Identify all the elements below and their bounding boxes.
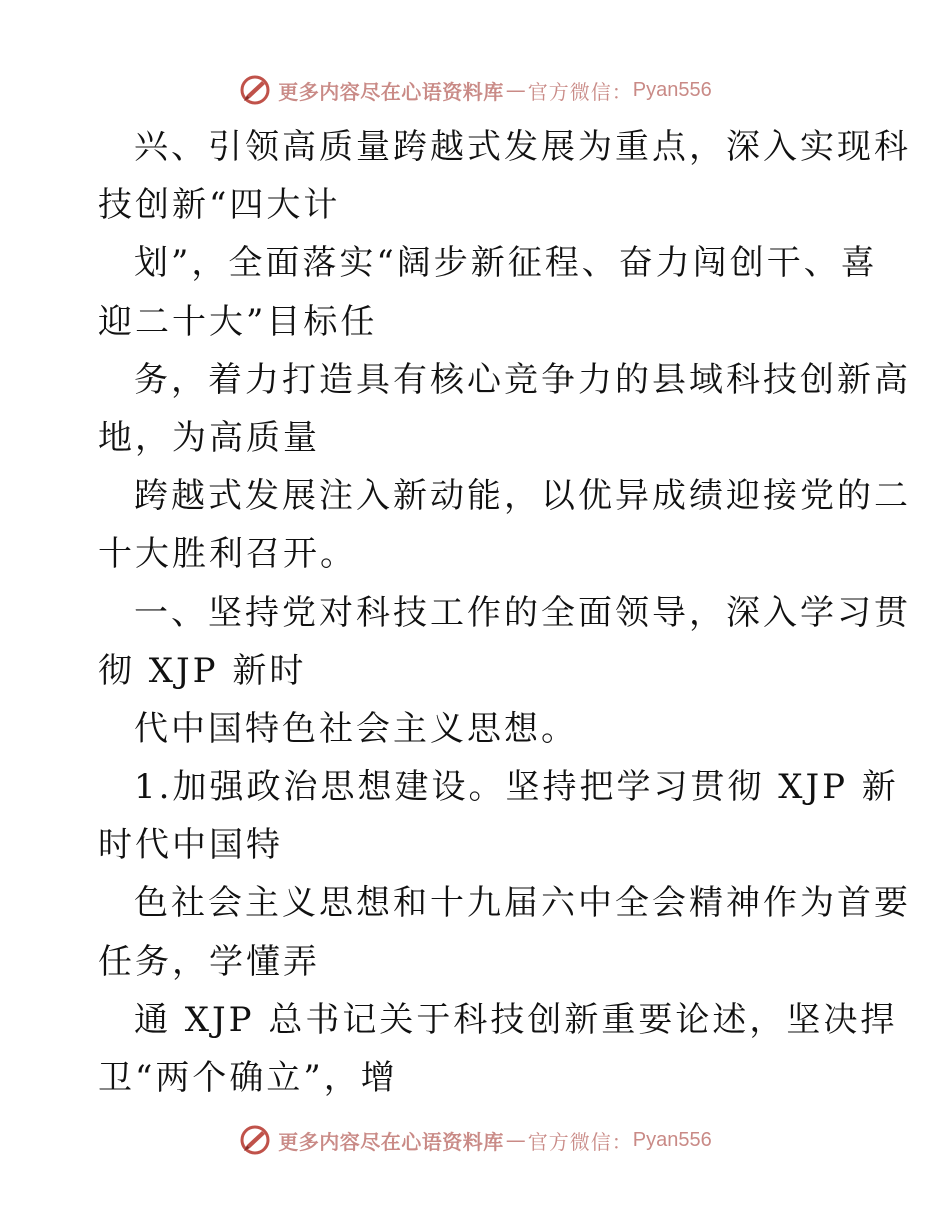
watermark-id: Pyan556 bbox=[632, 1128, 712, 1151]
body-line: 地，为高质量 bbox=[98, 417, 320, 458]
logo-icon bbox=[238, 73, 272, 107]
body-line: 通 XJP 总书记关于科技创新重要论述，坚决捍 bbox=[134, 999, 898, 1040]
body-line: 一、坚持党对科技工作的全面领导，深入学习贯 bbox=[134, 592, 911, 633]
body-line: 十大胜利召开。 bbox=[98, 534, 357, 575]
body-line: 技创新“四大计 bbox=[98, 185, 341, 226]
body-line: 时代中国特 bbox=[98, 825, 283, 866]
watermark-label: 官方微信： bbox=[527, 79, 633, 104]
body-line: 兴、引领高质量跨越式发展为重点，深入实现科 bbox=[134, 127, 911, 167]
logo-icon bbox=[238, 1123, 272, 1157]
watermark-dash: — bbox=[505, 78, 526, 102]
body-line: 迎二十大”目标任 bbox=[98, 301, 378, 342]
body-line: 代中国特色社会主义思想。 bbox=[134, 708, 578, 749]
body-line: 色社会主义思想和十九届六中全会精神作为首要 bbox=[134, 883, 911, 924]
body-line: 任务，学懂弄 bbox=[98, 941, 320, 982]
body-line: 务，着力打造具有核心竞争力的县域科技创新高 bbox=[134, 359, 911, 400]
footer-watermark bbox=[0, 1120, 950, 1160]
watermark-text: 更多内容尽在心语资料库 bbox=[278, 79, 504, 104]
body-line: 卫“两个确立”，增 bbox=[98, 1058, 398, 1098]
watermark-label: 官方微信： bbox=[527, 1129, 633, 1154]
watermark-id: Pyan556 bbox=[632, 78, 712, 101]
body-line: 彻 XJP 新时 bbox=[98, 650, 307, 691]
watermark-text: 更多内容尽在心语资料库 bbox=[278, 1129, 504, 1154]
document-body bbox=[98, 118, 911, 1107]
body-line: 划”，全面落实“阔步新征程、奋力闯创干、喜 bbox=[134, 243, 878, 284]
body-line: 跨越式发展注入新动能，以优异成绩迎接党的二 bbox=[134, 476, 911, 517]
body-line: 1.加强政治思想建设。坚持把学习贯彻 XJP 新 bbox=[134, 767, 899, 808]
watermark-dash: — bbox=[505, 1128, 526, 1152]
header-watermark bbox=[0, 70, 950, 110]
